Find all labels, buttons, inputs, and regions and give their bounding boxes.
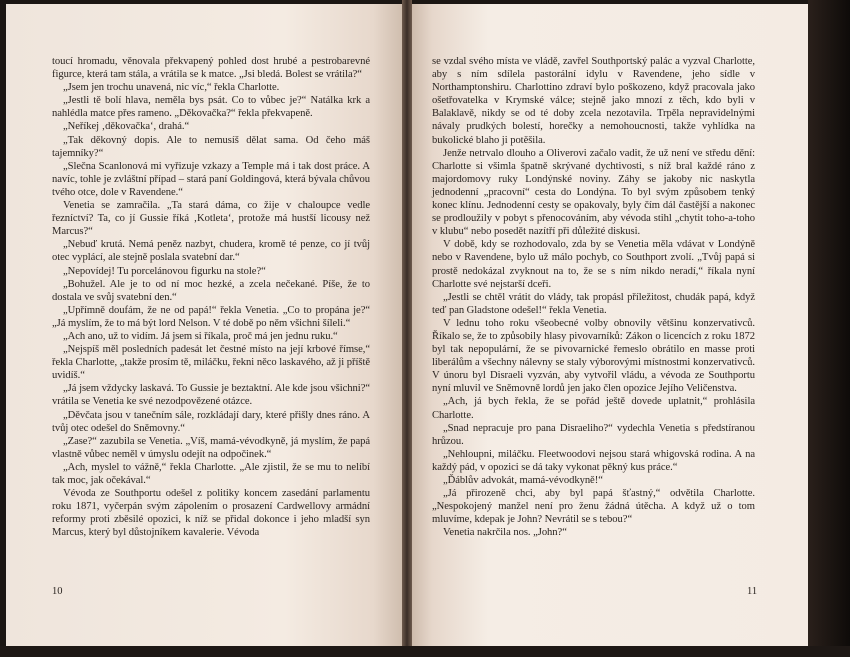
- book-edge-bottom: [0, 646, 850, 657]
- paragraph: „Nepovídej! Tu porcelánovou figurku na stole?“: [63, 265, 266, 277]
- paragraph: „Zase?“ zazubila se Venetia. „Víš, mamá-vévodkyně, já myslím, že papá vlastně vůbec neměl v úmyslu odejít na odpočinek.“: [52, 435, 370, 460]
- paragraph: „Bohužel. Ale je to od ní moc hezké, a zcela nečekané. Píše, že to dostala ve svůj svatební den.“: [52, 278, 370, 303]
- paragraph: „Neříkej ‚děkovačka‘, drahá.“: [63, 121, 190, 133]
- paragraph: „Tak děkovný dopis. Ale to nemusíš dělat sama. Od čeho máš tajemníky?“: [52, 134, 370, 159]
- paragraph: V lednu toho roku všeobecné volby obnovily většinu konzervativců. Říkalo se, že to způsobily hlasy pivovarníků: Zákon o licencích z roku 1872 byl tak nepopulární, že se pivovarnické řemeslo obrátilo en masse proti liberálům a všechny nálevny se staly výborovými místnostmi konzervativců. V únoru byl Disraeli vyzván, aby vytvořil vládu, a vévoda ze Southportu nyní mluvil ve Sněmovně lordů jen jako člen opozice Jejího Veličenstva.: [432, 317, 755, 395]
- paragraph: „Jestli tě bolí hlava, neměla bys psát. Co to vůbec je?“ Natálka krk a nahlédla matce přes rameno. „Děkovačka?“ řekla překvapeně.: [52, 95, 370, 120]
- paragraph: „Nehloupni, miláčku. Fleetwoodovi nejsou stará whigovská rodina. A na každý pád, v opozici se dá taky vykonat pěkný kus práce.“: [432, 448, 755, 473]
- book-edge: [808, 0, 850, 657]
- paragraph: Venetia se zamračila. „Ta stará dáma, co žije v chaloupce vedle řezníctví? Ta, co jí Gussie říká ‚Kotleta‘, protože má hustší licousy než Marcus?“: [52, 200, 370, 238]
- paragraph: „Nebuď krutá. Nemá peněz nazbyt, chudera, kromě té penze, co jí tvůj otec vyplácí, ale stejně poslala svatební dar.“: [52, 239, 370, 264]
- paragraph: „Ach, já bych řekla, že se pořád ještě dovede uplatnit,“ prohlásila Charlotte.: [432, 396, 755, 421]
- left-page: [6, 4, 405, 646]
- right-page: [408, 4, 810, 646]
- paragraph: Venetia nakrčila nos. „John?“: [443, 527, 567, 539]
- paragraph: Vévoda ze Southportu odešel z politiky koncem zasedání parlamentu roku 1871, vyčerpán svým zápolením o prosazení Cardwellovy armádní reformy proti zběsilé opozici, k níž se přidal dokonce i jeho mladší syn Marcus, který byl důstojníkem kavalerie. Vévoda: [52, 488, 370, 539]
- paragraph: „Já jsem vždycky laskavá. To Gussie je beztaktní. Ale kde jsou všichni?“ vrátila se Venetia ke své nezodpovězené otázce.: [52, 383, 370, 408]
- right-page-text: [432, 55, 755, 539]
- paragraph: Jenže netrvalo dlouho a Oliverovi začalo vadit, že už není ve středu dění: Charlotte si všimla špatně skrývané dychtivosti, s níž bral každé ráno z majordomovy ruky Londýnské noviny. Záhy se jakoby nic naskytla jednodenní „pracovní“ cesta do Londýna. To byl svým způsobem tenký konec klínu. Jednodenní cesty se opakovaly, byly čím dál častější a nakonec se prodloužily v pobyt s přenocováním, aby vévoda stihl „chytit toho-a-toho v klubu“ nebo posedět nazítří při důležité diskusi.: [432, 147, 755, 238]
- paragraph: „Ach, myslel to vážně,“ řekla Charlotte. „Ale zjistil, že se mu to nelíbí tak moc, jak očekával.“: [52, 461, 370, 486]
- left-page-text: [52, 55, 370, 539]
- book-gutter: [402, 0, 412, 657]
- paragraph: „Upřímně doufám, že ne od papá!“ řekla Venetia. „Co to propána je?“ „Já myslím, že to má být lord Nelson. V té době po něm všichni šíleli.“: [52, 304, 370, 329]
- paragraph: „Děvčata jsou v tanečním sále, rozkládají dary, které přišly dnes ráno. A tvůj otec odešel do Sněmovny.“: [52, 409, 370, 434]
- paragraph: V době, kdy se rozhodovalo, zda by se Venetia měla vdávat v Londýně nebo v Ravendene, bylo už málo pochyb, co Southport zvolí. „Tvůj papá si prostě nedokázal zvyknout na to, že se s ním nikdo neradí,“ říkala nyní Charlotte své nejstarší dceři.: [432, 239, 755, 290]
- page-number: 10: [52, 586, 63, 597]
- paragraph: „Nejspíš měl posledních padesát let čestné místo na její krbové římse,“ řekla Charlotte, „takže prosím tě, miláčku, řekni něco laskavého, až ji příště uvidíš.“: [52, 344, 370, 382]
- paragraph: „Ďáblův advokát, mamá-vévodkyně!“: [443, 475, 603, 486]
- paragraph: „Ach ano, už to vidím. Já jsem si říkala, proč má jen jednu ruku.“: [63, 330, 338, 342]
- paragraph: „Jestli se chtěl vrátit do vlády, tak propásl příležitost, chudák papá, když teď pan Gladstone odešel!“ řekla Venetia.: [432, 291, 755, 316]
- paragraph: toucí hromadu, věnovala překvapený pohled dost hrubé a pestrobarevné figurce, která tam stála, a vrátila se k matce. „Jsi bledá. Bolest se vrátila?“: [52, 56, 370, 81]
- paragraph: „Slečna Scanlonová mi vyřizuje vzkazy a Temple má i tak dost práce. A navíc, tohle je zvláštní případ – stará paní Goldingová, která bývala chůvou tvého otce, dole v Ravendene.“: [52, 160, 370, 198]
- paragraph: „Jsem jen trochu unavená, nic víc,“ řekla Charlotte.: [63, 82, 280, 94]
- paragraph: se vzdal svého místa ve vládě, zavřel Southportský palác a vyzval Charlotte, aby s ním sdílela pastorální idylu v Ravendene, jeho sídle v Northamptonshiru. Charlottino zdraví bylo poškozeno, když pracovala jako ošetřovatelka v Krymské válce; stejně jako mnozí z těch, kdo byli v Balaklavě, nikdy se od té doby zcela nezotavila. Trpěla nepravidelnými návaly prudkých bolestí, horečky a nemohoucnosti, takže vyhlídka na bukolické blaho ji potěšila.: [432, 56, 755, 146]
- paragraph: „Já přirozeně chci, aby byl papá šťastný,“ odvětila Charlotte. „Nespokojený manžel není pro ženu žádná útěcha. A když už o tom mluvíme, kdepak je John? Nevrátil se s tebou?“: [432, 488, 755, 526]
- paragraph: „Snad nepracuje pro pana Disraeliho?“ vydechla Venetia s předstíranou hrůzou.: [432, 422, 755, 447]
- page-number: 11: [747, 586, 758, 597]
